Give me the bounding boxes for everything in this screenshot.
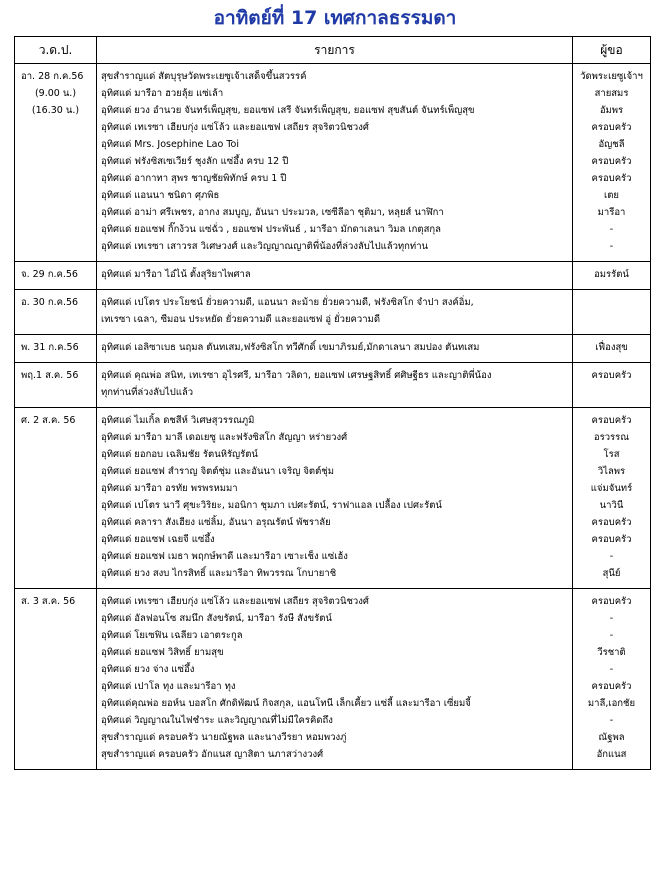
table-row (15, 363, 651, 408)
table-row (15, 335, 651, 363)
items-cell (97, 335, 573, 363)
date-cell (15, 262, 97, 290)
requester-name: ครอบครัว (591, 156, 632, 167)
intention-line: อุทิศแด่ ยวง สงบ ไกรสิทธิ์ และมารีอา ทิพวรรณ โกบายาชิ (101, 568, 337, 579)
table-row (15, 589, 651, 770)
intention-line: อุทิศแด่ Mrs. Josephine Lao Toi (101, 139, 239, 150)
requester-name: วัดพระเยซูเจ้าฯ (580, 71, 643, 82)
intention-line: อุทิศแด่คุณพ่อ ยอห์น บอสโก ศักดิพัฒน์ กิจสกุล, แอนโทนี เล็กเคี้ยว แซ่ลี้ และมารีอา เซี่ยมจี้ (101, 698, 471, 709)
requester-name (577, 311, 646, 328)
mass-intentions-table (14, 36, 651, 770)
requester-name: เฟื่องสุข (595, 342, 628, 353)
requester-name: ครอบครัว (591, 122, 632, 133)
items-cell (97, 408, 573, 589)
date-cell (15, 64, 97, 262)
intention-line: อุทิศแด่ เทเรซา เฮียบกุ่ง แซ่โล้ว และยอแซฟ เสถียร สุจริตวนิชวงศ์ (101, 596, 369, 607)
requester-name: ครอบครัว (591, 415, 632, 426)
date-cell (15, 589, 97, 770)
intention-line: อุทิศแด่ ยอแซฟ กิ๊กง้วน แซ่ฉั่ว , ยอแซฟ ประพันธ์ , มารีอา มักดาเลนา วิมล เกตุสกุล (101, 224, 441, 235)
intention-line: อุทิศแด่ โยเซฟิน เฉลียว เอาตระกูล (101, 630, 243, 641)
requester-name: ครอบครัว (591, 681, 632, 692)
requester-name: โรส (603, 449, 620, 460)
requester-name: ครอบครัว (591, 173, 632, 184)
requester-name: วิไลพร (597, 466, 626, 477)
intention-line: อุทิศแด่ ไมเกิ้ล ดชสีห์ วิเศษสุวรรณภูมิ (101, 415, 255, 426)
intention-line: อุทิศแด่ แอนนา ชนิดา ศุภพิธ (101, 190, 220, 201)
intention-line: อุทิศแด่ ฟรังซิสเซเวียร์ ชุงลัก แซ่อึ้ง ครบ 12 ปี (101, 156, 289, 167)
table-row (15, 408, 651, 589)
requester-cell (573, 290, 651, 335)
intention-line: สุขสำราญแด่ สัตบุรุษวัดพระเยซูเจ้าเสด็จขึ้นสวรรค์ (101, 71, 307, 82)
table-row (15, 290, 651, 335)
intention-line: อุทิศแด่ อาม่า ศรีเพชร, อากง สมบูญ, อันนา ประมวล, เซซีลีอา ชุติมา, หลุยส์ นาฬิกา (101, 207, 444, 218)
requester-name: ครอบครัว (591, 534, 632, 545)
requester-name: - (609, 613, 614, 624)
requester-name: ครอบครัว (591, 370, 632, 381)
intention-line: อุทิศแด่ ยวง จ่าง แซ่อึ้ง (101, 664, 195, 675)
intention-line: อุทิศแด่ เปโตร ประโยชน์ ยั่วยความดี, แอนนา ละม้าย ยั่วยความดี, ฟรังซิสโก จำปา สงค์อิ่ม, (101, 297, 474, 308)
table-header-row (15, 37, 651, 64)
requester-name: - (609, 630, 614, 641)
header-items: รายการ (97, 37, 573, 64)
intention-line: เทเรซา เฉลา, ซีมอน ประหยัด ยั่วยความดี และยอแซฟ อู่ ยั่วยความดี (101, 314, 380, 325)
date-cell (15, 363, 97, 408)
requester-cell (573, 408, 651, 589)
intention-line: อุทิศแด่ ยอแซฟ เมธา พฤกษ์พาดี และมารีอา เซาะเช็ง แซ่เฮ้ง (101, 551, 348, 562)
requester-name: นาวินี (599, 500, 624, 511)
items-cell (97, 262, 573, 290)
requester-name: ครอบครัว (591, 517, 632, 528)
intention-line: อุทิศแด่ อากาทา สุพร ชาญชัยพิทักษ์ ครบ 1 ปี (101, 173, 287, 184)
items-cell (97, 589, 573, 770)
intention-line: สุขสำราญแด่ ครอบครัว อักแนส ญาสิตา นภาสว่างวงศ์ (101, 749, 324, 760)
requester-name: อมรรัตน์ (594, 269, 629, 280)
requester-name (577, 294, 646, 311)
intention-line: อุทิศแด่ เทเรซา เสาวรส วิเศษวงศ์ และวิญญาณญาติพี่น้องที่ล่วงลับไปแล้วทุกท่าน (101, 241, 429, 252)
intention-line: อุทิศแด่ ยอแซฟ วิสิทธิ์ ยามสุข (101, 647, 224, 658)
requester-name: สายสมร (594, 88, 629, 99)
requester-name: อัญชลี (598, 139, 625, 150)
items-cell (97, 290, 573, 335)
intention-line: อุทิศแด่ ยอแซฟ เฉยจี แซ่อึ้ง (101, 534, 215, 545)
requester-name: ครอบครัว (591, 596, 632, 607)
requester-name: มารีอา (597, 207, 626, 218)
header-date: ว.ด.ป. (15, 37, 97, 64)
date-text: ส. 3 ส.ค. 56 (21, 596, 76, 607)
page-title: อาทิตย์ที่ 17 เทศกาลธรรมดา (213, 7, 457, 29)
requester-name: วีรชาติ (597, 647, 626, 658)
header-requester: ผู้ขอ (573, 37, 651, 64)
intention-line: อุทิศแด่ เปโตร นาวี ศุขะวิริยะ, มอนิกา ชุมภา เปศะรัตน์, ราฟาแอล เปลื้อง เปศะรัตน์ (101, 500, 442, 511)
date-text: พ. 31 ก.ค.56 (21, 342, 79, 353)
requester-cell (573, 262, 651, 290)
date-text: พฤ.1 ส.ค. 56 (21, 370, 79, 381)
requester-name: สุนีย์ (602, 568, 621, 579)
requester-name: - (609, 224, 614, 235)
items-cell (97, 363, 573, 408)
date-text: ศ. 2 ส.ค. 56 (21, 415, 76, 426)
requester-name (577, 384, 646, 401)
intention-line: อุทิศแด่ ยวง อำนวย จันทร์เพ็ญสุข, ยอแซฟ เสรี จันทร์เพ็ญสุข, ยอแซฟ สุขสันต์ จันทร์เพ็ญสุข (101, 105, 475, 116)
intention-line: อุทิศแด่ มารีอา ฮวยลุ้ย แซ่เล้า (101, 88, 224, 99)
date-cell (15, 408, 97, 589)
date-cell (15, 335, 97, 363)
requester-name: - (609, 715, 614, 726)
date-text: (16.30 น.) (31, 105, 80, 116)
requester-name: เตย (604, 190, 619, 201)
intention-line: อุทิศแด่ ยอกอบ เฉลิมชัย รัตนหิรัญรัตน์ (101, 449, 258, 460)
items-cell (97, 64, 573, 262)
table-row (15, 262, 651, 290)
requester-cell (573, 589, 651, 770)
intention-line: อุทิศแด่ คุณพ่อ สนิท, เทเรซา อุไรศรี, มารีอา วลิดา, ยอแซฟ เศรษฐสิทธิ์ ศศิษฐีธร และญาติพี่น้อง (101, 370, 492, 381)
intention-line: อุทิศแด่ เปาโล ทุง และมารีอา ทุง (101, 681, 236, 692)
intention-line: อุทิศแด่ มารีอา มาลี เดอเยซู และฟรังซิสโก สัญญา หร่ายวงศ์ (101, 432, 348, 443)
intention-line: อุทิศแด่ มารีอา อรทัย พรพรหมมา (101, 483, 238, 494)
requester-name: - (609, 241, 614, 252)
requester-cell (573, 363, 651, 408)
intention-line: อุทิศแด่ วิญญาณในไฟชำระ และวิญญาณที่ไม่มีใครคิดถึง (101, 715, 333, 726)
intention-line: อุทิศแด่ คลารา สังเฮียง แซ่ลิ้ม, อันนา อรุณรัตน์ พัชราลัย (101, 517, 331, 528)
requester-cell (573, 64, 651, 262)
intention-line: ทุกท่านที่ล่วงลับไปแล้ว (101, 387, 194, 398)
date-text: (9.00 น.) (34, 88, 77, 99)
date-text: อา. 28 ก.ค.56 (21, 71, 84, 82)
intention-line: อุทิศแด่ เอลิซาเบธ นฤมล ตันทเสม,ฟรังซิสโก ทวีศักดิ์ เขมาภิรมย์,มักดาเลนา สมปอง ตันทเสม (101, 342, 480, 353)
intention-line: อุทิศแด่ ยอแซฟ สำราญ จิตต์ชุ่ม และอันนา เจริญ จิตต์ชุ่ม (101, 466, 334, 477)
requester-name: - (609, 551, 614, 562)
intention-line: อุทิศแด่ มารีอา ไอ๋ไน้ ตั้งสุริยาไพศาล (101, 269, 251, 280)
requester-name: - (609, 664, 614, 675)
intention-line: สุขสำราญแด่ ครอบครัว นายณัฐพล และนางวีรยา หอมพวงภู่ (101, 732, 347, 743)
date-text: จ. 29 ก.ค.56 (21, 269, 78, 280)
requester-name: แจ่มจันทร์ (590, 483, 633, 494)
requester-name: อัมพร (599, 105, 624, 116)
requester-name: อรวรรณ (593, 432, 630, 443)
requester-name: อักแนส (596, 749, 627, 760)
requester-cell (573, 335, 651, 363)
table-row (15, 64, 651, 262)
intention-line: อุทิศแด่ เทเรซา เฮียบกุ่ง แซ่โล้ว และยอแซฟ เสถียร สุจริตวนิชวงศ์ (101, 122, 369, 133)
requester-name: มาลี,เอกชัย (587, 698, 636, 709)
requester-name: ณัฐพล (598, 732, 625, 743)
intention-line: อุทิศแด่ อัลฟอนโซ สมนึก สังขรัตน์, มารีอา รังษี สังขรัตน์ (101, 613, 332, 624)
date-text: อ. 30 ก.ค.56 (21, 297, 79, 308)
date-cell (15, 290, 97, 335)
